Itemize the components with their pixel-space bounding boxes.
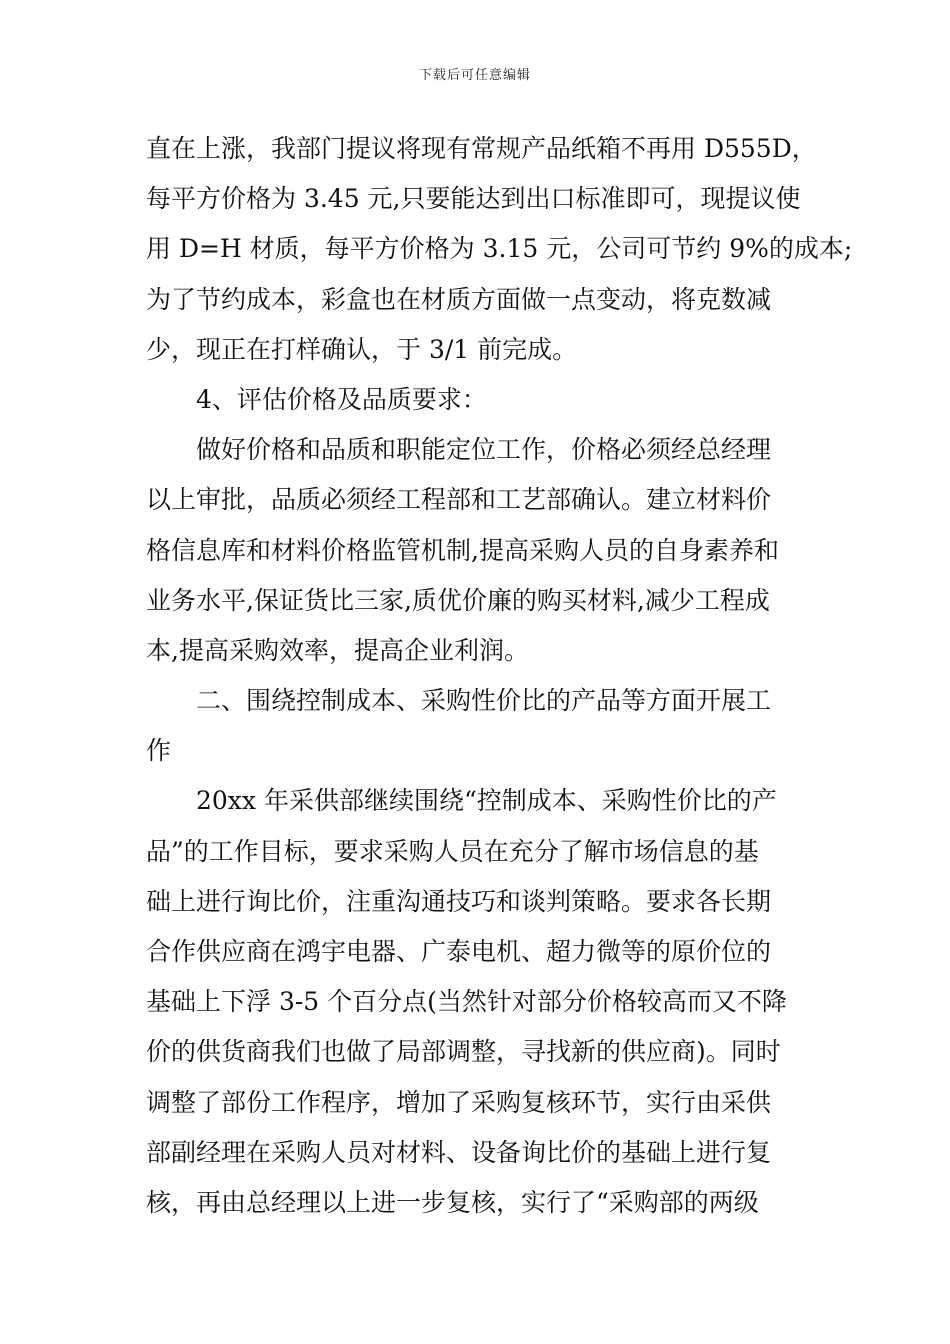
text-line: 本,提高采购效率，提高企业利润。	[146, 635, 529, 665]
section-heading: 4、评估价格及品质要求：	[196, 384, 487, 414]
text-line: 少，现正在打样确认，于 3/1 前完成。	[146, 334, 578, 364]
text-line: 品”的工作目标，要求采购人员在充分了解市场信息的基	[146, 836, 759, 866]
text-line: 直在上涨，我部门提议将现有常规产品纸箱不再用 D555D，	[146, 134, 817, 163]
text-line: 用 D=H 材质，每平方价格为 3.15 元，公司可节约 9%的成本;	[146, 234, 853, 264]
text-line: 为了节约成本，彩盒也在材质方面做一点变动，将克数减	[146, 284, 772, 314]
page-header: 下载后可任意编辑	[418, 68, 531, 83]
text-line: 20xx 年采供部继续围绕“控制成本、采购性价比的产	[196, 786, 777, 816]
text-line: 核，再由总经理以上进一步复核，实行了“采购部的两级	[146, 1187, 759, 1217]
text-line: 部副经理在采购人员对材料、设备询比价的基础上进行复	[146, 1137, 772, 1167]
text-line: 础上进行询比价，注重沟通技巧和谈判策略。要求各长期	[146, 886, 772, 916]
text-line: 合作供应商在鸿宇电器、广泰电机、超力微等的原价位的	[146, 937, 772, 966]
text-line: 基础上下浮 3-5 个百分点(当然针对部分价格较高而又不降	[146, 987, 787, 1017]
text-line: 调整了部份工作程序，增加了采购复核环节，实行由采供	[146, 1087, 772, 1117]
text-line: 做好价格和品质和职能定位工作，价格必须经总经理	[196, 435, 772, 465]
text-line: 每平方价格为 3.45 元,只要能达到出口标准即可，现提议使	[146, 184, 801, 214]
text-line: 业务水平,保证货比三家,质优价廉的购买材料,减少工程成	[146, 585, 770, 615]
section-heading-continued: 作	[146, 736, 172, 766]
text-line: 价的供货商我们也做了局部调整，寻找新的供应商)。同时	[146, 1037, 781, 1067]
document-body	[146, 124, 853, 1228]
text-line: 格信息库和材料价格监管机制,提高采购人员的自身素养和	[146, 535, 779, 565]
text-line: 以上审批，品质必须经工程部和工艺部确认。建立材料价	[146, 485, 772, 515]
section-heading: 二、围绕控制成本、采购性价比的产品等方面开展工	[196, 686, 772, 716]
